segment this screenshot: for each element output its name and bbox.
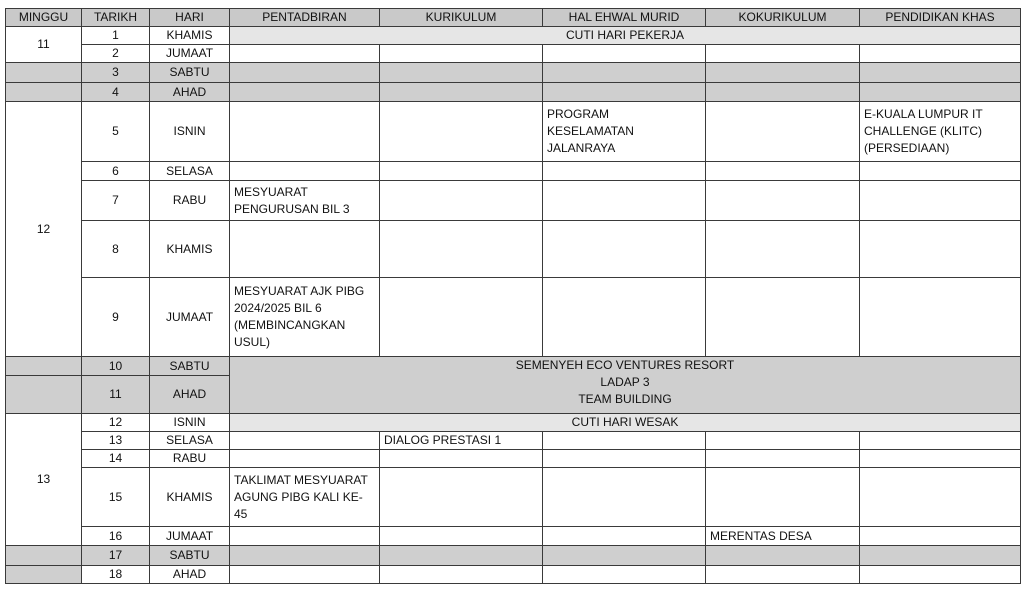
table-row: [6, 357, 1021, 376]
cell-kokurikulum: [706, 450, 860, 468]
cell-hal-ehwal: [543, 468, 706, 527]
hari-cell: KHAMIS: [150, 221, 230, 278]
cell-hal-ehwal: [543, 566, 706, 584]
event-venue: SEMENYEH ECO VENTURES RESORT: [515, 358, 735, 372]
cell-hal-ehwal: [543, 83, 706, 102]
tarikh-cell: 2: [82, 45, 150, 63]
event-subtitle: TEAM BUILDING: [578, 392, 672, 406]
cell-hal-ehwal: [543, 162, 706, 181]
cell-pend-khas: [860, 221, 1021, 278]
cell-kokurikulum: [706, 566, 860, 584]
table-row: [6, 181, 1021, 221]
hari-cell: SELASA: [150, 432, 230, 450]
hari-cell: KHAMIS: [150, 468, 230, 527]
cell-pentadbiran: MESYUARAT PENGURUSAN BIL 3: [230, 181, 380, 221]
cell-hal-ehwal: [543, 221, 706, 278]
cell-kokurikulum: [706, 221, 860, 278]
hari-cell: SABTU: [150, 546, 230, 566]
cell-pend-khas: [860, 546, 1021, 566]
cell-pentadbiran: [230, 63, 380, 83]
cell-kurikulum: [380, 162, 543, 181]
cell-kokurikulum: [706, 468, 860, 527]
cell-hal-ehwal: [543, 546, 706, 566]
cell-pend-khas: [860, 63, 1021, 83]
table-row: [6, 83, 1021, 102]
col-header-kurikulum: KURIKULUM: [380, 9, 543, 27]
tarikh-cell: 12: [82, 414, 150, 432]
cell-pend-khas: [860, 468, 1021, 527]
hari-cell: AHAD: [150, 566, 230, 584]
tarikh-cell: 9: [82, 278, 150, 357]
hari-cell: RABU: [150, 450, 230, 468]
cell-pentadbiran: [230, 432, 380, 450]
cell-kurikulum: [380, 102, 543, 162]
tarikh-cell: 15: [82, 468, 150, 527]
cell-pend-khas: [860, 450, 1021, 468]
cell-kurikulum: [380, 566, 543, 584]
week-cell: 11: [6, 27, 82, 63]
cell-kurikulum: [380, 546, 543, 566]
tarikh-cell: 11: [82, 376, 150, 414]
cell-pentadbiran: MESYUARAT AJK PIBG 2024/2025 BIL 6 (MEMBINCANGKAN USUL): [230, 278, 380, 357]
cell-kokurikulum: [706, 181, 860, 221]
cell-pentadbiran: [230, 162, 380, 181]
table-row: [6, 45, 1021, 63]
cell-pentadbiran: TAKLIMAT MESYUARAT AGUNG PIBG KALI KE-45: [230, 468, 380, 527]
cell-pend-khas: E-KUALA LUMPUR IT CHALLENGE (KLITC) (PERSEDIAAN): [860, 102, 1021, 162]
hari-cell: RABU: [150, 181, 230, 221]
cell-kokurikulum: [706, 162, 860, 181]
week-cell: 13: [6, 414, 82, 546]
cell-kokurikulum: [706, 63, 860, 83]
cell-pentadbiran: [230, 527, 380, 546]
table-row: [6, 566, 1021, 584]
tarikh-cell: 14: [82, 450, 150, 468]
hari-cell: SABTU: [150, 357, 230, 376]
cell-hal-ehwal: [543, 63, 706, 83]
tarikh-cell: 1: [82, 27, 150, 45]
cell-hal-ehwal: PROGRAM KESELAMATAN JALANRAYA: [543, 102, 706, 162]
cell-kurikulum: [380, 63, 543, 83]
cell-pend-khas: [860, 181, 1021, 221]
cell-hal-ehwal: [543, 278, 706, 357]
hari-cell: ISNIN: [150, 102, 230, 162]
tarikh-cell: 6: [82, 162, 150, 181]
holiday-cell: CUTI HARI PEKERJA: [230, 27, 1021, 45]
cell-kokurikulum: [706, 83, 860, 102]
hari-cell: KHAMIS: [150, 27, 230, 45]
week-cell-empty: [6, 63, 82, 83]
cell-pend-khas: [860, 566, 1021, 584]
weekend-event-cell: [230, 357, 1021, 414]
tarikh-cell: 7: [82, 181, 150, 221]
hari-cell: AHAD: [150, 83, 230, 102]
cell-kurikulum: [380, 450, 543, 468]
week-cell: 12: [6, 102, 82, 357]
table-row: [6, 450, 1021, 468]
schedule-table: [5, 8, 1021, 584]
cell-pentadbiran: [230, 221, 380, 278]
col-header-pendidikan-khas: PENDIDIKAN KHAS: [860, 9, 1021, 27]
cell-kurikulum: [380, 83, 543, 102]
week-cell-empty: [6, 83, 82, 102]
tarikh-cell: 5: [82, 102, 150, 162]
tarikh-cell: 13: [82, 432, 150, 450]
tarikh-cell: 18: [82, 566, 150, 584]
table-row: [6, 278, 1021, 357]
cell-pend-khas: [860, 527, 1021, 546]
table-row: [6, 468, 1021, 527]
cell-pentadbiran: [230, 102, 380, 162]
cell-hal-ehwal: [543, 181, 706, 221]
tarikh-cell: 3: [82, 63, 150, 83]
tarikh-cell: 4: [82, 83, 150, 102]
table-row: [6, 27, 1021, 45]
week-cell-empty: [6, 546, 82, 566]
header-row: [6, 9, 1021, 27]
table-row: [6, 527, 1021, 546]
table-row: [6, 546, 1021, 566]
col-header-kokurikulum: KOKURIKULUM: [706, 9, 860, 27]
table-row: [6, 414, 1021, 432]
cell-kurikulum: [380, 527, 543, 546]
cell-kurikulum: [380, 181, 543, 221]
cell-kokurikulum: [706, 546, 860, 566]
cell-hal-ehwal: [543, 45, 706, 63]
table-row: [6, 63, 1021, 83]
hari-cell: SABTU: [150, 63, 230, 83]
cell-hal-ehwal: [543, 527, 706, 546]
cell-pend-khas: [860, 432, 1021, 450]
hari-cell: ISNIN: [150, 414, 230, 432]
col-header-hal-ehwal-murid: HAL EHWAL MURID: [543, 9, 706, 27]
cell-pend-khas: [860, 278, 1021, 357]
cell-kokurikulum: [706, 102, 860, 162]
col-header-tarikh: TARIKH: [82, 9, 150, 27]
tarikh-cell: 8: [82, 221, 150, 278]
hari-cell: AHAD: [150, 376, 230, 414]
cell-kokurikulum: [706, 278, 860, 357]
cell-hal-ehwal: [543, 450, 706, 468]
col-header-hari: HARI: [150, 9, 230, 27]
cell-pentadbiran: [230, 546, 380, 566]
cell-kurikulum: [380, 278, 543, 357]
cell-pend-khas: [860, 162, 1021, 181]
cell-pentadbiran: [230, 450, 380, 468]
hari-cell: JUMAAT: [150, 527, 230, 546]
cell-pentadbiran: [230, 45, 380, 63]
cell-kurikulum: [380, 468, 543, 527]
col-header-pentadbiran: PENTADBIRAN: [230, 9, 380, 27]
week-cell-empty: [6, 357, 82, 376]
hari-cell: JUMAAT: [150, 45, 230, 63]
table-row: [6, 162, 1021, 181]
table-row: [6, 102, 1021, 162]
holiday-cell: CUTI HARI WESAK: [230, 414, 1021, 432]
hari-cell: SELASA: [150, 162, 230, 181]
week-cell-empty: [6, 376, 82, 414]
cell-pentadbiran: [230, 83, 380, 102]
hari-cell: JUMAAT: [150, 278, 230, 357]
cell-kokurikulum: [706, 432, 860, 450]
tarikh-cell: 16: [82, 527, 150, 546]
cell-kokurikulum: MERENTAS DESA: [706, 527, 860, 546]
table-row: [6, 221, 1021, 278]
cell-pend-khas: [860, 45, 1021, 63]
col-header-minggu: MINGGU: [6, 9, 82, 27]
tarikh-cell: 10: [82, 357, 150, 376]
event-title: LADAP 3: [600, 375, 650, 389]
cell-hal-ehwal: [543, 432, 706, 450]
cell-kurikulum: [380, 221, 543, 278]
cell-pentadbiran: [230, 566, 380, 584]
table-row: [6, 432, 1021, 450]
cell-kurikulum: DIALOG PRESTASI 1: [380, 432, 543, 450]
tarikh-cell: 17: [82, 546, 150, 566]
cell-pend-khas: [860, 83, 1021, 102]
cell-kokurikulum: [706, 45, 860, 63]
week-cell-empty: [6, 566, 82, 584]
cell-kurikulum: [380, 45, 543, 63]
